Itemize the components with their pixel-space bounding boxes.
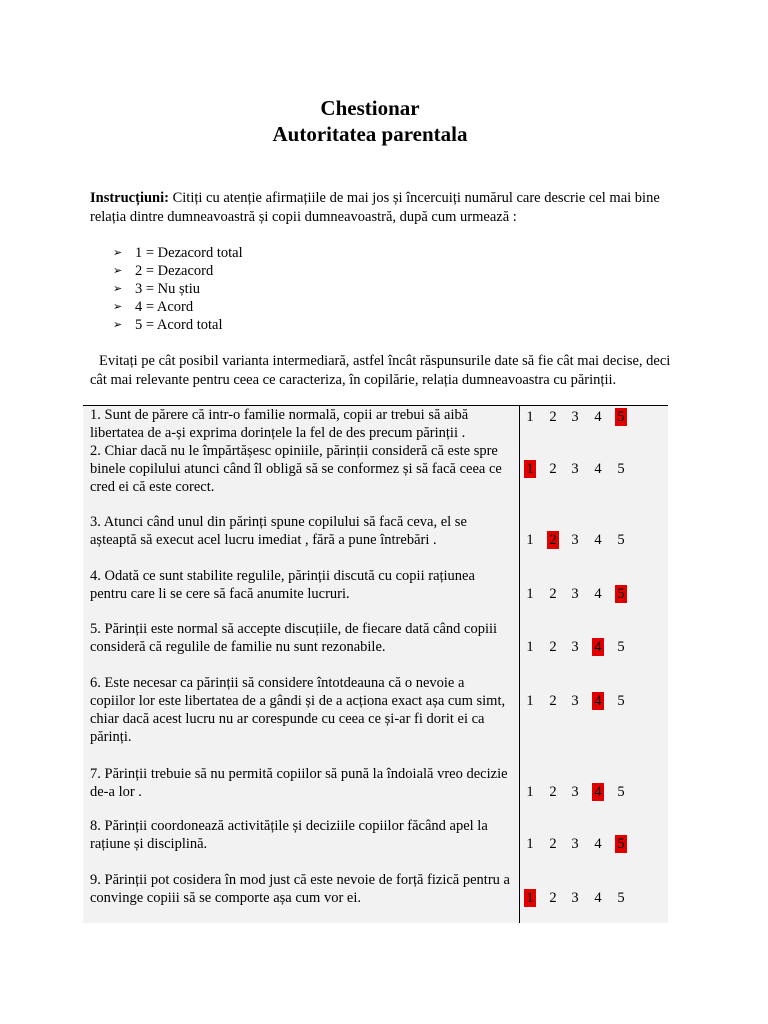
rating-option[interactable]: 5 — [617, 890, 625, 906]
rating-option[interactable]: 4 — [594, 409, 602, 425]
rating-scale — [524, 783, 634, 801]
legend-item: ➢ 4 = Acord — [113, 299, 194, 315]
question-text: 6. Este necesar ca părinții să considere întotdeauna că o nevoie a copiilor lor este libertatea de a gândi și de a acționa exact așa cum simt, chiar dacă acest lucru nu ar corespunde cu ceea ce și-ar fi dorit ei ca părinți. — [90, 675, 506, 745]
question-text: 9. Părinții pot cosidera în mod just că este nevoie de forță fizică pentru a convinge copiii să se comporte așa cum vor ei. — [90, 872, 510, 906]
rating-scale — [524, 408, 634, 426]
instructions-label: Instrucțiuni: — [90, 190, 169, 206]
rating-option[interactable]: 5 — [617, 639, 625, 655]
rating-option[interactable]: 2 — [549, 890, 557, 906]
rating-option-selected[interactable]: 2 — [547, 531, 559, 549]
instructions-text: Citiți cu atenție afirmațiile de mai jos și încercuiți numărul care descrie cel mai bine relația dintre dumneavoastră și copii dumneavoastră, după cum urmează : — [90, 190, 660, 225]
legend-item: ➢ 1 = Dezacord total — [113, 245, 243, 261]
rating-scale — [524, 692, 634, 710]
rating-scale — [524, 531, 634, 549]
question-text: 8. Părinții coordonează activitățile și deciziile copiilor făcând apel la rațiune și disciplină. — [90, 818, 488, 852]
question-text: 7. Părinții trebuie să nu permită copiilor să pună la îndoială vreo decizie de-a lor . — [90, 766, 508, 800]
question-text: 1. Sunt de părere că intr-o familie normală, copii ar trebui să aibă libertatea de a-și exprima dorințele la fel de des precum părinții . — [90, 407, 469, 441]
legend-item: ➢ 3 = Nu știu — [113, 281, 200, 297]
rating-option-selected[interactable]: 1 — [524, 889, 536, 907]
rating-option[interactable]: 2 — [549, 409, 557, 425]
rating-option[interactable]: 5 — [617, 693, 625, 709]
rating-option-selected[interactable]: 5 — [615, 835, 627, 853]
rating-option[interactable]: 3 — [571, 890, 579, 906]
arrow-bullet-icon: ➢ — [113, 282, 123, 295]
arrow-bullet-icon: ➢ — [113, 264, 123, 277]
rating-option[interactable]: 3 — [571, 836, 579, 852]
arrow-bullet-icon: ➢ — [113, 300, 123, 313]
question-text: 5. Părinții este normal să accepte discuțiile, de fiecare dată când copiii consideră că regulile de familie nu sunt rezonabile. — [90, 621, 498, 655]
rating-option[interactable]: 4 — [594, 836, 602, 852]
legend-item: ➢ 5 = Acord total — [113, 317, 223, 333]
document-title: Chestionar — [320, 96, 420, 120]
arrow-bullet-icon: ➢ — [113, 246, 123, 259]
rating-option-selected[interactable]: 5 — [615, 408, 627, 426]
question-text: 2. Chiar dacă nu le împărtășesc opiniile, părinții consideră că este spre binele copilului atunci când îl obligă să se conformez și să facă ceea ce cred ei că este corect. — [90, 443, 502, 495]
questionnaire-table — [83, 405, 668, 923]
rating-option[interactable]: 1 — [526, 693, 534, 709]
rating-option[interactable]: 3 — [571, 784, 579, 800]
rating-option[interactable]: 4 — [594, 532, 602, 548]
question-text: 3. Atunci când unul din părinți spune copilului să facă ceva, el se așteaptă să execut acel lucru imediat , fără a pune întrebări . — [90, 514, 467, 548]
rating-option[interactable]: 4 — [594, 586, 602, 602]
rating-option[interactable]: 1 — [526, 586, 534, 602]
rating-option[interactable]: 2 — [549, 836, 557, 852]
arrow-bullet-icon: ➢ — [113, 318, 123, 331]
rating-option[interactable]: 5 — [617, 784, 625, 800]
rating-scale — [524, 889, 634, 907]
rating-option[interactable]: 2 — [549, 461, 557, 477]
rating-option[interactable]: 3 — [571, 586, 579, 602]
rating-option-selected[interactable]: 4 — [592, 638, 604, 656]
rating-option[interactable]: 4 — [594, 461, 602, 477]
rating-option[interactable]: 3 — [571, 409, 579, 425]
note-paragraph: Evitați pe cât posibil varianta intermediară, astfel încât răspunsurile date să fie cât mai decise, deci cât mai relevante pentru ceea ce caracteriza, în copilărie, relația dumneavoastra cu părinții. — [90, 353, 671, 388]
rating-scale — [524, 835, 634, 853]
scale-legend — [113, 244, 243, 334]
rating-option[interactable]: 1 — [526, 784, 534, 800]
rating-option[interactable]: 1 — [526, 836, 534, 852]
rating-option[interactable]: 2 — [549, 784, 557, 800]
rating-option[interactable]: 2 — [549, 586, 557, 602]
legend-item: ➢ 2 = Dezacord — [113, 263, 214, 279]
question-text: 4. Odată ce sunt stabilite regulile, părinții discută cu copii rațiunea pentru care li se cere să facă anumite lucruri. — [90, 568, 475, 602]
rating-scale — [524, 638, 634, 656]
rating-option[interactable]: 3 — [571, 532, 579, 548]
column-divider — [519, 406, 520, 923]
rating-option[interactable]: 3 — [571, 639, 579, 655]
rating-option-selected[interactable]: 5 — [615, 585, 627, 603]
rating-option[interactable]: 2 — [549, 639, 557, 655]
rating-scale — [524, 585, 634, 603]
rating-option[interactable]: 3 — [571, 461, 579, 477]
rating-option[interactable]: 5 — [617, 461, 625, 477]
rating-scale — [524, 460, 634, 478]
document-subtitle: Autoritatea parentala — [272, 122, 468, 146]
rating-option-selected[interactable]: 4 — [592, 783, 604, 801]
rating-option[interactable]: 1 — [526, 532, 534, 548]
rating-option[interactable]: 4 — [594, 890, 602, 906]
rating-option[interactable]: 2 — [549, 693, 557, 709]
rating-option-selected[interactable]: 1 — [524, 460, 536, 478]
rating-option[interactable]: 1 — [526, 409, 534, 425]
rating-option[interactable]: 3 — [571, 693, 579, 709]
rating-option[interactable]: 1 — [526, 639, 534, 655]
rating-option-selected[interactable]: 4 — [592, 692, 604, 710]
rating-option[interactable]: 5 — [617, 532, 625, 548]
instructions-paragraph — [90, 189, 690, 227]
